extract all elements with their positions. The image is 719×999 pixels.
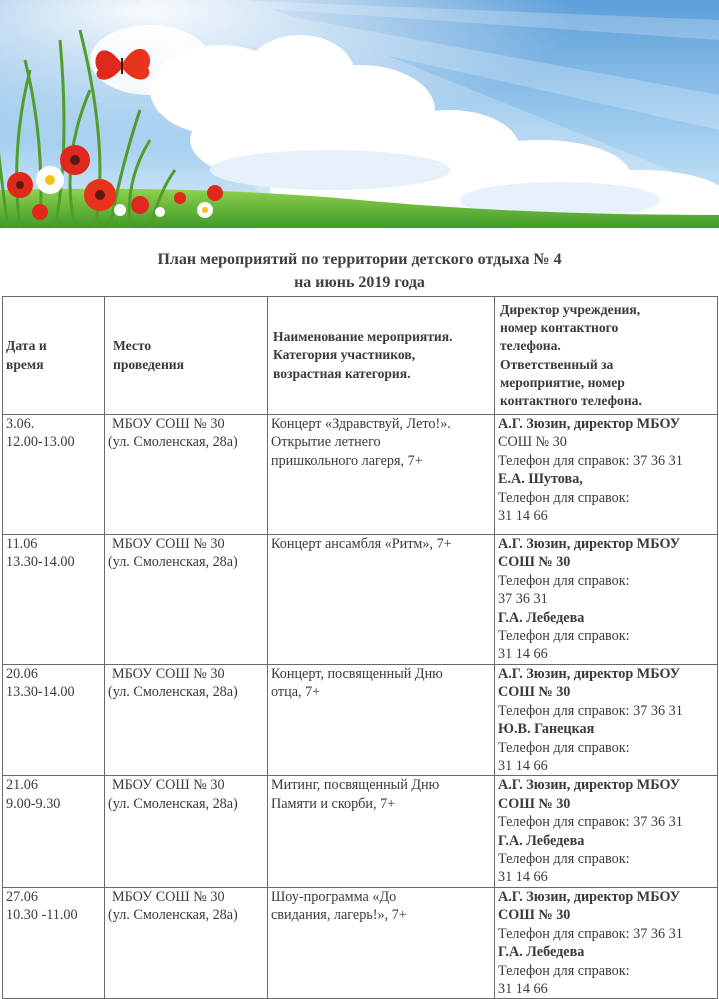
cell-event [268, 665, 495, 776]
document-frame [0, 228, 719, 999]
cell-contact [495, 415, 718, 535]
contact-line: Телефон для справок: [498, 739, 630, 756]
header-date-line: время [6, 356, 44, 372]
cell-contact [495, 887, 718, 998]
title-line-1: План мероприятий по территории детского отдыха № 4 [157, 251, 562, 268]
contact-line: Телефон для справок: 37 36 31 [498, 814, 683, 831]
cell-contact [495, 776, 718, 887]
cell-date-time [3, 415, 105, 535]
event-place-name: МБОУ СОШ № 30 [112, 536, 225, 552]
cell-place [105, 535, 268, 665]
cell-date-time [3, 776, 105, 887]
table-row [3, 776, 718, 887]
event-date: 11.06 [6, 536, 38, 552]
header-contact-line: контактного телефона. [500, 393, 642, 409]
contact-line: 31 14 66 [498, 980, 548, 997]
contact-line: Телефон для справок: 37 36 31 [498, 452, 683, 469]
cell-event [268, 887, 495, 998]
contact-line: А.Г. Зюзин, директор МБОУ [498, 777, 681, 794]
title-line-2: на июнь 2019 года [294, 274, 425, 291]
table-row [3, 535, 718, 665]
contact-line: А.Г. Зюзин, директор МБОУ [498, 888, 681, 905]
event-description-line: отца, 7+ [271, 684, 321, 701]
cell-date-time [3, 665, 105, 776]
contact-line: 37 36 31 [498, 591, 548, 608]
table-row [3, 665, 718, 776]
contact-line: Телефон для справок: 37 36 31 [498, 925, 683, 942]
contact-line: Телефон для справок: [498, 851, 630, 868]
cell-date-time [3, 887, 105, 998]
event-date: 27.06 [6, 888, 38, 905]
contact-line: А.Г. Зюзин, директор МБОУ [498, 536, 681, 552]
cell-date-time [3, 535, 105, 665]
contact-line: 31 14 66 [498, 758, 548, 775]
table-header-row [3, 297, 718, 415]
header-place-line: проведения [113, 356, 184, 372]
header-contact-line: номер контактного [500, 319, 619, 335]
event-place-address: (ул. Смоленская, 28а) [108, 907, 238, 924]
event-date: 3.06. [6, 416, 35, 432]
contact-line: Г.А. Лебедева [498, 609, 585, 626]
event-description-line: Концерт, посвященный Дню [271, 666, 443, 682]
header-contact-line: мероприятие, номер [500, 374, 625, 390]
cell-place [105, 887, 268, 998]
header-event-line: Категория участников, [273, 347, 416, 363]
event-description-line: Памяти и скорби, 7+ [271, 795, 396, 812]
event-place-name: МБОУ СОШ № 30 [112, 666, 225, 682]
event-time: 9.00-9.30 [6, 795, 61, 812]
header-contact-line: Директор учреждения, [500, 301, 641, 317]
event-time: 13.30-14.00 [6, 684, 75, 701]
cell-place [105, 415, 268, 535]
page-title [0, 248, 719, 294]
header-contact-line: телефона. [500, 338, 561, 354]
event-place-address: (ул. Смоленская, 28а) [108, 684, 238, 701]
contact-line: Г.А. Лебедева [498, 944, 585, 961]
contact-line: Телефон для справок: [498, 962, 630, 979]
contact-line: Е.А. Шутова, [498, 471, 583, 488]
event-time: 13.30-14.00 [6, 554, 75, 571]
event-description-line: Концерт «Здравствуй, Лето!». [271, 416, 451, 432]
event-place-name: МБОУ СОШ № 30 [112, 888, 225, 905]
contact-line: Ю.В. Ганецкая [498, 721, 595, 738]
contact-line: СОШ № 30 [498, 554, 571, 571]
contact-line: А.Г. Зюзин, директор МБОУ [498, 666, 681, 682]
events-table-body [3, 415, 718, 999]
event-date: 21.06 [6, 777, 38, 794]
header-date [3, 297, 105, 415]
event-time: 10.30 -11.00 [6, 907, 78, 924]
contact-line: 31 14 66 [498, 508, 548, 525]
event-place-name: МБОУ СОШ № 30 [112, 416, 225, 432]
cell-place [105, 776, 268, 887]
contact-line: Г.А. Лебедева [498, 832, 585, 849]
header-place [105, 297, 268, 415]
contact-line: СОШ № 30 [498, 795, 571, 812]
event-date: 20.06 [6, 666, 38, 682]
summer-banner-image [0, 0, 719, 228]
event-place-address: (ул. Смоленская, 28а) [108, 795, 238, 812]
event-place-address: (ул. Смоленская, 28а) [108, 554, 238, 571]
event-time: 12.00-13.00 [6, 434, 75, 451]
cell-event [268, 535, 495, 665]
contact-line: А.Г. Зюзин, директор МБОУ [498, 416, 681, 432]
contact-line: СОШ № 30 [498, 907, 571, 924]
contact-line: СОШ № 30 [498, 684, 571, 701]
cell-place [105, 665, 268, 776]
table-row [3, 415, 718, 535]
header-contact [495, 297, 718, 415]
header-date-line: Дата и [6, 338, 47, 354]
header-contact-line: Ответственный за [500, 356, 614, 372]
cell-contact [495, 665, 718, 776]
contact-line: СОШ № 30 [498, 434, 567, 451]
header-place-line: Место [113, 338, 152, 354]
header-event-line: Наименование мероприятия. [273, 329, 453, 345]
contact-line: 31 14 66 [498, 869, 548, 886]
table-row [3, 887, 718, 998]
events-table [2, 296, 718, 999]
event-description-line: Митинг, посвященный Дню [271, 777, 440, 794]
contact-line: 31 14 66 [498, 646, 548, 663]
event-description-line: Открытие летнего [271, 434, 381, 451]
cell-event [268, 415, 495, 535]
header-event-line: возрастная категория. [273, 365, 411, 381]
event-description-line: пришкольного лагеря, 7+ [271, 452, 423, 469]
cell-event [268, 776, 495, 887]
contact-line: Телефон для справок: 37 36 31 [498, 702, 683, 719]
header-event [268, 297, 495, 415]
contact-line: Телефон для справок: [498, 572, 630, 589]
cell-contact [495, 535, 718, 665]
event-description-line: свидания, лагерь!», 7+ [271, 907, 407, 924]
event-description-line: Концерт ансамбля «Ритм», 7+ [271, 536, 452, 552]
event-description-line: Шоу-программа «До [271, 888, 397, 905]
event-place-address: (ул. Смоленская, 28а) [108, 434, 238, 451]
contact-line: Телефон для справок: [498, 489, 630, 506]
contact-line: Телефон для справок: [498, 628, 630, 645]
event-place-name: МБОУ СОШ № 30 [112, 777, 225, 794]
